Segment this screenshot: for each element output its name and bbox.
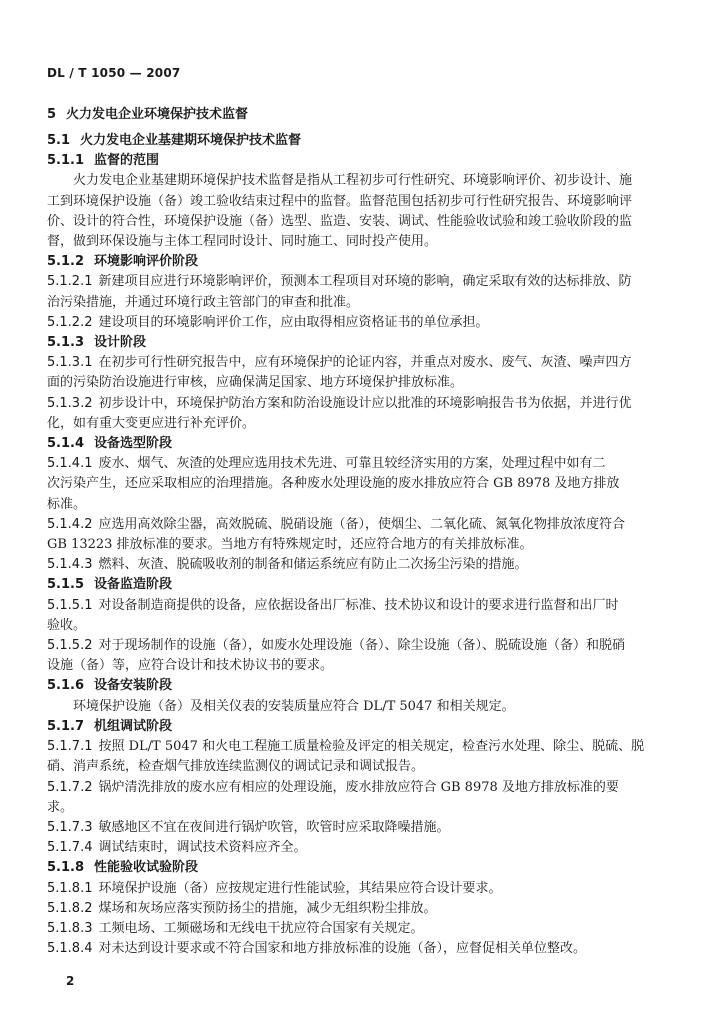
clause-5-1-2-1	[47, 272, 667, 292]
subsection-heading-5-1-5	[47, 575, 667, 595]
clause-text: 建设项目的环境影响评价工作，应由取得相应资格证书的单位承担。	[98, 314, 489, 330]
clause-text: 燃料、灰渣、脱硫吸收剂的制备和储运系统应有防止二次扬尘污染的措施。	[98, 557, 528, 573]
paragraph-line: 价、设计的符合性，环境保护设施（备）选型、监造、安装、调试、性能验收试验和竣工验收阶段的监	[47, 213, 633, 229]
clause-number: 5.1.4.2	[47, 516, 93, 532]
clause-5-1-3-1	[47, 353, 667, 373]
subsection-heading-5-1-6	[47, 676, 667, 696]
section-title: 火力发电企业基建期环境保护技术监督	[80, 133, 302, 148]
clause-text: 调试结束时，调试技术资料应齐全。	[98, 840, 307, 856]
clause-text: 敏感地区不宜在夜间进行锅炉吹管，吹管时应采取降噪措施。	[98, 819, 450, 835]
subsection-number: 5.1.3	[47, 335, 85, 351]
clause-number: 5.1.8.3	[47, 920, 93, 936]
subsection-title: 监督的范围	[94, 153, 160, 169]
clause-number: 5.1.2.1	[47, 274, 93, 290]
subsection-title: 设备安装阶段	[94, 678, 173, 694]
subsection-number: 5.1.8	[47, 860, 85, 876]
subsection-number: 5.1.7	[47, 718, 85, 734]
standard-code-header: DL / T 1050 — 2007	[47, 66, 181, 80]
clause-5-1-4-2	[47, 515, 667, 535]
page-number: 2	[66, 974, 75, 988]
subsection-heading-5-1-4	[47, 434, 667, 454]
paragraph-line: 火力发电企业基建期环境保护技术监督是指从工程初步可行性研究、环境影响评价、初步设计、施	[73, 173, 633, 189]
clause-number: 5.1.3.1	[47, 355, 93, 371]
clause-5-1-5-2	[47, 636, 667, 656]
clause-text: 环境保护设施（备）应按规定进行性能试验，其结果应符合设计要求。	[98, 880, 502, 896]
clause-5-1-5-1	[47, 596, 667, 616]
section-heading-5-1	[47, 131, 667, 151]
clause-line: 硝、消声系统，检查烟气排放连续监测仪的调试记录和调试报告。	[47, 759, 425, 775]
clause-number: 5.1.8.4	[47, 941, 93, 957]
clause-number: 5.1.7.4	[47, 840, 93, 856]
clause-text: 应选用高效除尘器，高效脱硫、脱硝设施（备），使烟尘、二氧化硫、氮氧化物排放浓度符合	[98, 516, 625, 532]
clause-5-1-7-3	[47, 818, 667, 838]
chapter-heading	[47, 104, 667, 125]
clause-5-1-7-2	[47, 778, 667, 798]
subsection-number: 5.1.5	[47, 577, 85, 593]
subsection-heading-5-1-1	[47, 151, 667, 171]
paragraph-line: 工到环境保护设施（备）竣工验收结束过程中的监督。监督范围包括初步可行性研究报告、环境影响评	[47, 193, 633, 209]
subsection-heading-5-1-7	[47, 717, 667, 737]
clause-text: 对设备制造商提供的设备，应依据设备出厂标准、技术协议和设计的要求进行监督和出厂时	[98, 597, 619, 613]
clause-5-1-4-3	[47, 555, 667, 575]
clause-text: 按照 DL/T 5047 和火电工程施工质量检验及评定的相关规定，检查污水处理、除尘、脱硫、脱	[98, 739, 645, 755]
clause-5-1-8-3	[47, 919, 667, 939]
clause-text: 新建项目应进行环境影响评价，预测本工程项目对环境的影响，确定采取有效的达标排放、防	[98, 274, 632, 290]
clause-5-1-2-2	[47, 313, 667, 333]
clause-text: 废水、烟气、灰渣的处理应选用技术先进、可靠且较经济实用的方案，处理过程中如有二	[98, 456, 606, 472]
clause-text: 初步设计中，环境保护防治方案和防治设施设计应以批准的环境影响报告书为依据，并进行优	[98, 395, 632, 411]
clause-number: 5.1.8.1	[47, 880, 93, 896]
clause-text: 对未达到设计要求或不符合国家和地方排放标准的设施（备），应督促相关单位整改。	[98, 941, 586, 957]
clause-number: 5.1.4.1	[47, 456, 93, 472]
chapter-title: 火力发电企业环境保护技术监督	[66, 107, 249, 122]
clause-5-1-8-4	[47, 939, 667, 959]
clause-number: 5.1.4.3	[47, 557, 93, 573]
clause-text: 对于现场制作的设施（备），如废水处理设施（备）、除尘设施（备）、脱硫设施（备）和脱硝	[98, 638, 625, 654]
clause-line: 治污染措施，并通过环境行政主管部门的审查和批准。	[47, 294, 360, 310]
chapter-number: 5	[47, 107, 57, 122]
clause-line: 次污染产生，还应采取相应的治理措施。各种废水处理设施的废水排放应符合 GB 8978 及地方排放	[47, 476, 620, 492]
clause-line: 标准。	[47, 496, 87, 512]
subsection-heading-5-1-2	[47, 252, 667, 272]
clause-number: 5.1.7.1	[47, 739, 93, 755]
subsection-number: 5.1.2	[47, 254, 85, 270]
subsection-title: 设备选型阶段	[94, 436, 173, 452]
clause-line: 验收。	[47, 617, 87, 633]
clause-5-1-3-2	[47, 394, 667, 414]
clause-5-1-4-1	[47, 454, 667, 474]
subsection-number: 5.1.6	[47, 678, 85, 694]
document-body	[47, 104, 667, 959]
clause-number: 5.1.2.2	[47, 314, 93, 330]
subsection-number: 5.1.1	[47, 153, 85, 169]
subsection-title: 机组调试阶段	[94, 718, 173, 734]
clause-number: 5.1.3.2	[47, 395, 93, 411]
subsection-title: 设备监造阶段	[94, 577, 173, 593]
paragraph-line: 督，做到环保设施与主体工程同时设计、同时施工、同时投产使用。	[47, 234, 438, 250]
section-number: 5.1	[47, 133, 71, 148]
subsection-heading-5-1-8	[47, 858, 667, 878]
clause-5-1-8-2	[47, 899, 667, 919]
clause-line: 面的污染防治设施进行审核，应确保满足国家、地方环境保护排放标准。	[47, 375, 464, 391]
subsection-heading-5-1-3	[47, 333, 667, 353]
clause-5-1-7-1	[47, 737, 667, 757]
clause-line: 求。	[47, 799, 74, 815]
clause-number: 5.1.8.2	[47, 900, 93, 916]
clause-line: 化，如有重大变更应进行补充评价。	[47, 415, 256, 431]
clause-line: GB 13223 排放标准的要求。当地方有特殊规定时，还应符合地方的有关排放标准。	[47, 537, 533, 553]
clause-number: 5.1.7.3	[47, 819, 93, 835]
clause-number: 5.1.5.2	[47, 638, 93, 654]
clause-number: 5.1.7.2	[47, 779, 93, 795]
subsection-title: 设计阶段	[94, 335, 147, 351]
clause-5-1-8-1	[47, 879, 667, 899]
paragraph-line: 环境保护设施（备）及相关仪表的安装质量应符合 DL/T 5047 和相关规定。	[73, 698, 515, 714]
clause-text: 在初步可行性研究报告中，应有环境保护的论证内容，并重点对废水、废气、灰渣、噪声四方	[98, 355, 632, 371]
clause-line: 设施（备）等，应符合设计和技术协议书的要求。	[47, 658, 334, 674]
subsection-number: 5.1.4	[47, 436, 85, 452]
clause-number: 5.1.5.1	[47, 597, 93, 613]
clause-text: 工频电场、工频磁场和无线电干扰应符合国家有关规定。	[98, 920, 424, 936]
clause-text: 锅炉清洗排放的废水应有相应的处理设施，废水排放应符合 GB 8978 及地方排放标准的要	[98, 779, 619, 795]
subsection-title: 环境影响评价阶段	[94, 254, 199, 270]
clause-5-1-7-4	[47, 838, 667, 858]
subsection-title: 性能验收试验阶段	[94, 860, 199, 876]
clause-text: 煤场和灰场应落实预防扬尘的措施，减少无组织粉尘排放。	[98, 900, 437, 916]
